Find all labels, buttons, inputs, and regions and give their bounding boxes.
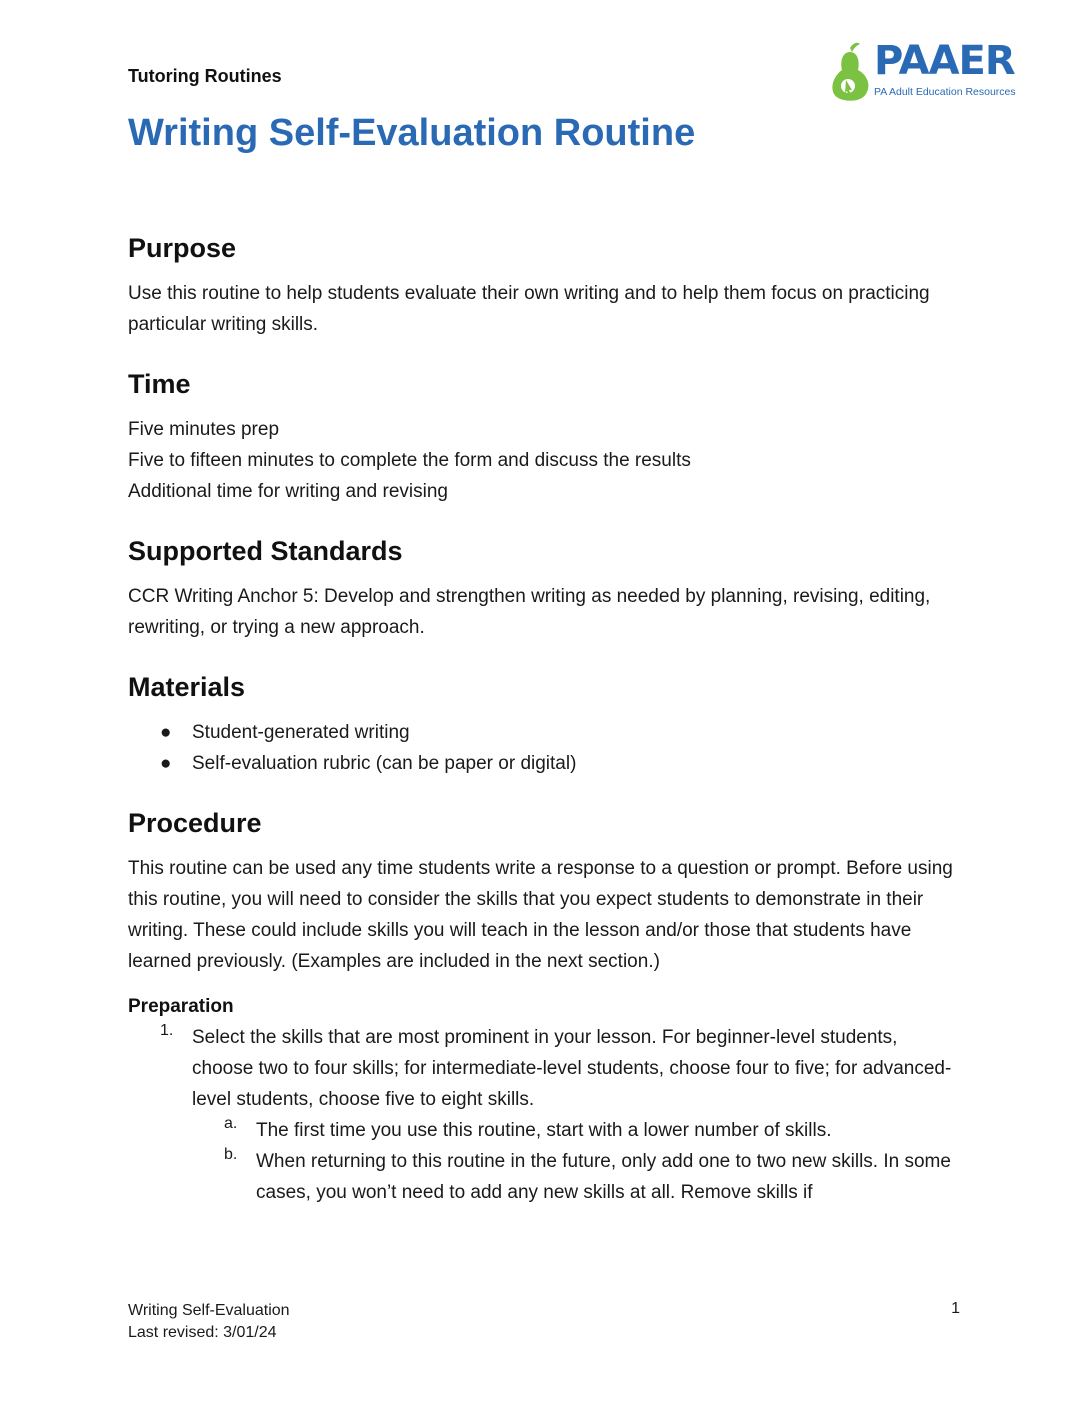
pear-logo-icon — [828, 40, 872, 104]
procedure-text: This routine can be used any time students write a response to a question or prompt. Before using this routine, you will need to consider the skills that you expect students to demonstrate in their writing. These could include skills you will teach in the lesson and/or those that students have learned previously. (Examples are included in the next section.) — [128, 858, 953, 972]
list-item — [128, 748, 960, 779]
bullet-icon: ● — [160, 722, 172, 743]
sub-step-letter: b. — [224, 1146, 238, 1163]
purpose-text: Use this routine to help students evaluate their own writing and to help them focus on practicing particular writing skills. — [128, 283, 930, 335]
time-line: Five to fifteen minutes to complete the form and discuss the results — [128, 450, 691, 471]
page-number: 1 — [951, 1300, 960, 1317]
document-body — [128, 228, 960, 1232]
footer-revised-date: Last revised: 3/01/24 — [128, 1324, 277, 1341]
paaer-logo — [828, 40, 1038, 104]
header-label: Tutoring Routines — [128, 66, 282, 86]
list-item — [128, 717, 960, 748]
purpose-heading: Purpose — [128, 233, 237, 263]
materials-section — [128, 667, 960, 779]
list-item-text: Student-generated writing — [192, 722, 410, 743]
materials-heading: Materials — [128, 672, 246, 702]
sub-step-text: When returning to this routine in the future, only add one to two new skills. In some cases, you won’t need to add any new skills at all. Remove skills if — [256, 1151, 951, 1203]
preparation-block — [128, 991, 960, 1208]
list-item-text: Self-evaluation rubric (can be paper or digital) — [192, 753, 577, 774]
purpose-section — [128, 228, 960, 340]
materials-list — [128, 717, 960, 779]
step-text: Select the skills that are most prominent in your lesson. For beginner-level students, choose two to four skills; for intermediate-level students, choose four to five; for advanced-level students, choose five to eight skills. — [192, 1027, 952, 1110]
standards-heading: Supported Standards — [128, 536, 403, 566]
step-number: 1. — [160, 1022, 174, 1039]
procedure-section — [128, 803, 960, 1208]
sub-step-letter: a. — [224, 1115, 238, 1132]
logo-wordmark: PAAER — [874, 38, 1015, 84]
sub-step-text: The first time you use this routine, start with a lower number of skills. — [256, 1120, 832, 1141]
sub-step — [128, 1115, 960, 1146]
footer-doc-name: Writing Self-Evaluation — [128, 1302, 290, 1319]
document-page — [128, 0, 1016, 1408]
sub-step — [128, 1146, 960, 1208]
procedure-heading: Procedure — [128, 808, 262, 838]
time-line: Five minutes prep — [128, 419, 280, 440]
time-section — [128, 364, 960, 507]
page-title: Writing Self-Evaluation Routine — [128, 112, 696, 154]
footer — [128, 1300, 290, 1344]
time-line: Additional time for writing and revising — [128, 481, 448, 502]
standards-section — [128, 531, 960, 643]
time-heading: Time — [128, 369, 191, 399]
logo-tagline: PA Adult Education Resources — [874, 86, 1016, 98]
numbered-step — [128, 1022, 960, 1115]
bullet-icon: ● — [160, 753, 172, 774]
standards-text: CCR Writing Anchor 5: Develop and strengthen writing as needed by planning, revising, editing, rewriting, or trying a new approach. — [128, 586, 931, 638]
preparation-heading: Preparation — [128, 996, 234, 1017]
